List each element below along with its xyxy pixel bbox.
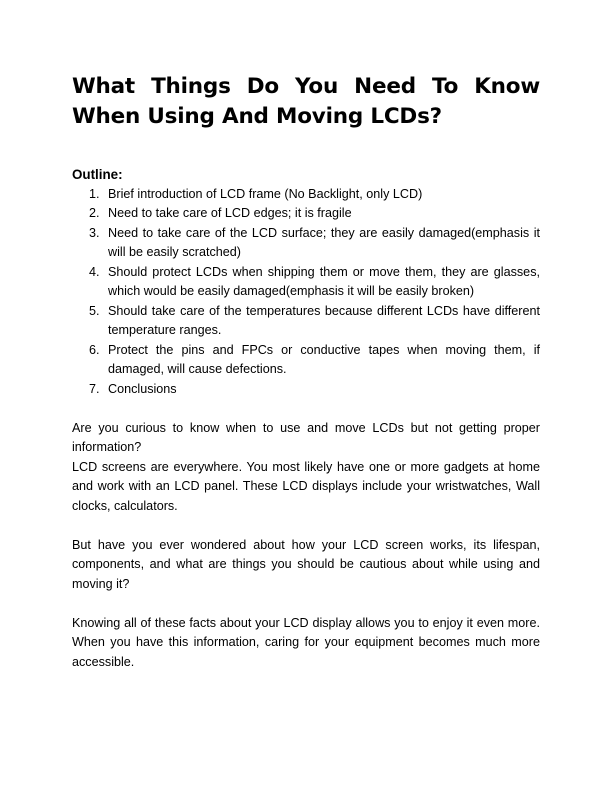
outline-heading: Outline: [72,167,123,182]
outline-text: Should protect LCDs when shipping them or move them, they are glasses, which would be easily damaged(emphasis it will be easily broken) [108,264,540,298]
outline-text: Need to take care of the LCD surface; they are easily damaged(emphasis it will be easily scratched) [108,225,540,259]
outline-item-7 [72,380,540,400]
paragraph-knowing-facts: Knowing all of these facts about your LCD display allows you to enjoy it even more. When you have this information, caring for your equipment becomes much more accessible. [72,615,540,669]
paragraph-lcd-everywhere: LCD screens are everywhere. You most likely have one or more gadgets at home and work with an LCD panel. These LCD displays include your wristwatches, Wall clocks, calculators. [72,459,540,513]
document-page [72,72,540,672]
outline-item-5 [72,302,540,341]
outline-text: Need to take care of LCD edges; it is fragile [108,206,352,220]
outline-text: Brief introduction of LCD frame (No Backlight, only LCD) [108,186,423,201]
outline-item-4 [72,263,540,302]
outline-number: 4. [89,264,100,279]
outline-number: 5. [89,303,100,318]
spacer [72,399,540,419]
outline-text: Should take care of the temperatures because different LCDs have different temperature ranges. [108,303,540,337]
outline-number: 7. [89,381,100,396]
spacer [72,594,540,614]
paragraph-intro-question: Are you curious to know when to use and move LCDs but not getting proper information? [72,420,540,454]
outline-number: 2. [89,206,100,220]
paragraph-wondered: But have you ever wondered about how your LCD screen works, its lifespan, components, and what are things you should be cautious about while using and moving it? [72,537,540,591]
outline-item-6 [72,341,540,380]
outline-number: 3. [89,225,100,240]
outline-text: Conclusions [108,381,177,396]
outline-number: 6. [89,342,100,357]
spacer [72,516,540,536]
outline-item-3 [72,224,540,263]
outline-item-1 [72,185,540,205]
outline-number: 1. [89,186,100,201]
outline-list [72,185,540,400]
outline-item-2 [72,204,540,224]
document-title: What Things Do You Need To Know When Using And Moving LCDs? [72,74,540,129]
outline-text: Protect the pins and FPCs or conductive tapes when moving them, if damaged, will cause defections. [108,342,540,376]
